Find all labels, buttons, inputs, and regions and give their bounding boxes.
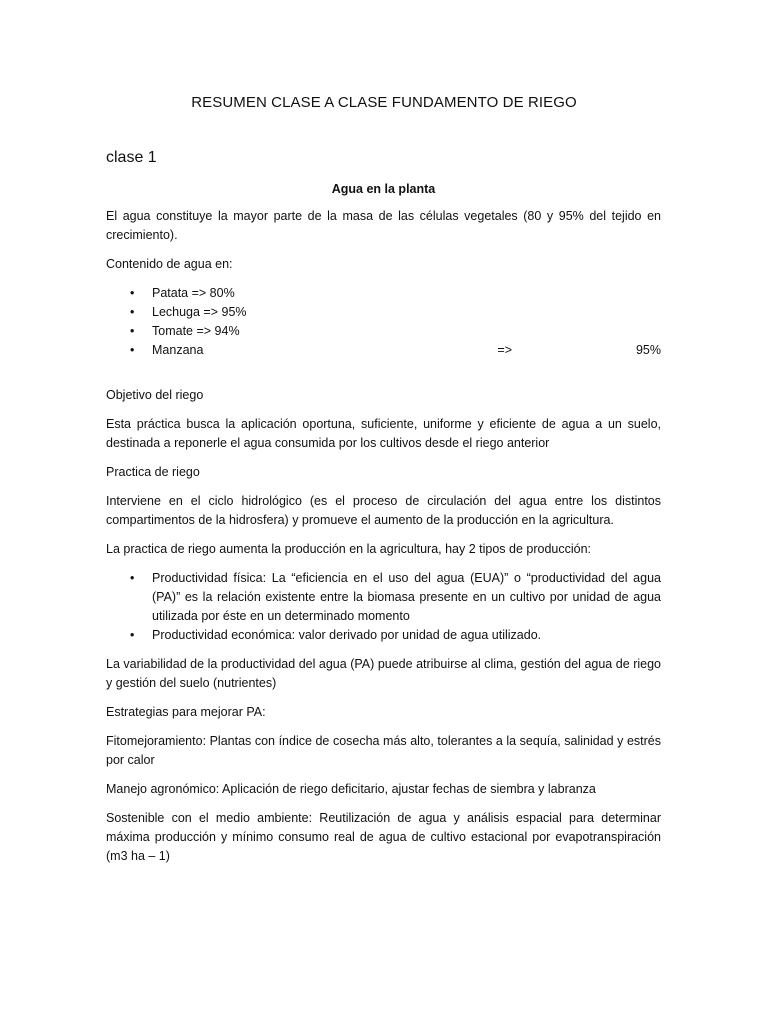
heading-practica: Practica de riego xyxy=(106,465,200,479)
paragraph-manejo: Manejo agronómico: Aplicación de riego deficitario, ajustar fechas de siembra y labranza xyxy=(106,782,596,796)
list-item-manzana xyxy=(106,341,661,360)
bullet-icon: • xyxy=(130,324,135,338)
bullet-icon: • xyxy=(130,286,135,300)
bullet-icon: • xyxy=(130,343,135,357)
list-item: • Productividad económica: valor derivado por unidad de agua utilizado. xyxy=(106,626,661,645)
document-body xyxy=(106,180,661,876)
manzana-name: Manzana xyxy=(152,343,204,357)
paragraph-practica: Interviene en el ciclo hidrológico (es el proceso de circulación del agua entre los distintos compartimentos de la hidrosfera) y promueve el aumento de la producción en la agricultura. xyxy=(106,494,661,527)
bullet-icon: • xyxy=(130,571,135,585)
bullet-icon: • xyxy=(130,628,135,642)
subsection-title: Agua en la planta xyxy=(331,182,436,196)
heading-objetivo: Objetivo del riego xyxy=(106,388,204,402)
section-heading-clase: clase 1 xyxy=(106,149,157,166)
productivity-list xyxy=(106,569,661,645)
water-content-list xyxy=(106,284,661,360)
bullet-icon: • xyxy=(130,305,135,319)
list-item: • Patata => 80% xyxy=(106,284,661,303)
list-item: • Lechuga => 95% xyxy=(106,303,661,322)
paragraph-variabilidad: La variabilidad de la productividad del agua (PA) puede atribuirse al clima, gestión del agua de riego y gestión del suelo (nutrientes) xyxy=(106,657,661,690)
manzana-value: 95% xyxy=(635,343,661,357)
document-title: RESUMEN CLASE A CLASE FUNDAMENTO DE RIEGO xyxy=(191,94,577,111)
paragraph-sostenible: Sostenible con el medio ambiente: Reutilización de agua y análisis espacial para determinar máxima producción y mínimo consumo real de agua de cultivo estacional por evapotranspiración (m3 ha – 1) xyxy=(106,811,661,863)
paragraph-contenido-label: Contenido de agua en: xyxy=(106,257,233,271)
list-item: • Tomate => 94% xyxy=(106,322,661,341)
paragraph-objetivo: Esta práctica busca la aplicación oportuna, suficiente, uniforme y eficiente de agua a un suelo, destinada a reponerle el agua consumida por los cultivos desde el riego anterior xyxy=(106,417,661,450)
paragraph-tipos: La practica de riego aumenta la producción en la agricultura, hay 2 tipos de producción: xyxy=(106,542,592,556)
paragraph-intro: El agua constituye la mayor parte de la masa de las células vegetales (80 y 95% del tejido en crecimiento). xyxy=(106,209,661,242)
list-item: • Productividad física: La “eficiencia en el uso del agua (EUA)” o “productividad del agua (PA)” es la relación existente entre la biomasa presente en un cultivo por unidad de agua utilizada por éste en un determinado momento xyxy=(130,571,661,623)
manzana-arrow: => xyxy=(497,343,512,357)
heading-estrategias: Estrategias para mejorar PA: xyxy=(106,705,266,719)
paragraph-fitomejoramiento: Fitomejoramiento: Plantas con índice de cosecha más alto, tolerantes a la sequía, salinidad y estrés por calor xyxy=(106,734,661,767)
